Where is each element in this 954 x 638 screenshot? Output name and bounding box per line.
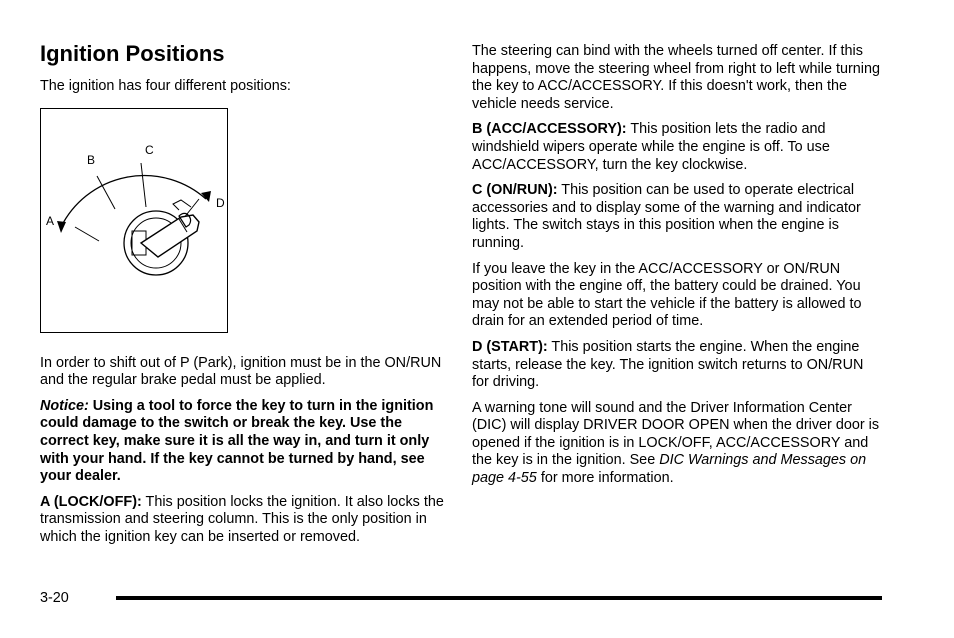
ignition-switch-illustration: [41, 109, 229, 334]
page-title: Ignition Positions: [40, 41, 225, 66]
battery-paragraph: If you leave the key in the ACC/ACCESSORY or ON/RUN position with the engine off, the battery could be drained. You may not be able to start the vehicle if the battery is allowed to drain for an extended period of time.: [472, 260, 862, 330]
warning-tone-paragraph: [472, 400, 882, 488]
on-run-text: This position can be used to operate electrical accessories and to display some of the warning and indicator lights. The switch stays in this position when the engine is running.: [472, 182, 861, 251]
left-column: [40, 40, 445, 555]
label-a: A: [46, 213, 55, 228]
notice-label: Notice:: [40, 397, 89, 414]
dic-reference-link[interactable]: DIC Warnings and Messages on page 4-55: [472, 452, 867, 487]
right-column: [472, 43, 882, 496]
intro-text: The ignition has four different positions:: [40, 78, 291, 94]
page-number: 3-20: [40, 590, 69, 606]
on-run-paragraph: [472, 182, 882, 252]
lock-off-text: This position locks the ignition. It also locks the transmission and steering column. This is the only position in which the ignition key can be inserted or removed.: [40, 493, 444, 545]
acc-paragraph: [472, 121, 882, 174]
warning-end-text: for more information.: [540, 470, 674, 487]
start-label: D (START):: [472, 338, 548, 355]
park-shift-paragraph: In order to shift out of P (Park), ignition must be in the ON/RUN and the regular brake pedal must be applied.: [40, 354, 442, 389]
start-text: This position starts the engine. When the engine starts, release the key. The ignition switch returns to ON/RUN for driving.: [472, 338, 864, 391]
label-d: D: [216, 195, 225, 210]
start-paragraph: [472, 339, 882, 392]
on-run-label: C (ON/RUN):: [472, 182, 558, 199]
acc-label: B (ACC/ACCESSORY):: [472, 121, 627, 138]
footer-rule: [116, 596, 882, 600]
lock-off-paragraph: [40, 494, 445, 547]
ignition-diagram: [40, 108, 228, 333]
acc-text: This position lets the radio and windshield wipers operate while the engine is off. To use ACC/ACCESSORY, turn the key clockwise.: [472, 121, 830, 173]
steering-bind-paragraph: The steering can bind with the wheels turned off center. If this happens, move the steering wheel from right to left while turning the key to ACC/ACCESSORY. If this doesn't work, then the vehicle needs service.: [472, 43, 880, 112]
notice-text: Using a tool to force the key to turn in the ignition could damage to the switch or break the key. Use the correct key, make sure it is all the way in, and turn it only with your hand. If the key cannot be turned by hand, see your dealer.: [40, 397, 434, 485]
notice-paragraph: [40, 398, 445, 486]
warning-text: A warning tone will sound and the Driver Information Center (DIC) will display DRIVER DOOR OPEN when the driver door is opened if the ignition is in LOCK/OFF, ACC/ACCESSORY and the key is in the ignition. See: [472, 399, 880, 469]
label-b: B: [87, 152, 96, 167]
lock-off-label: A (LOCK/OFF):: [40, 493, 142, 510]
label-c: C: [145, 142, 154, 157]
